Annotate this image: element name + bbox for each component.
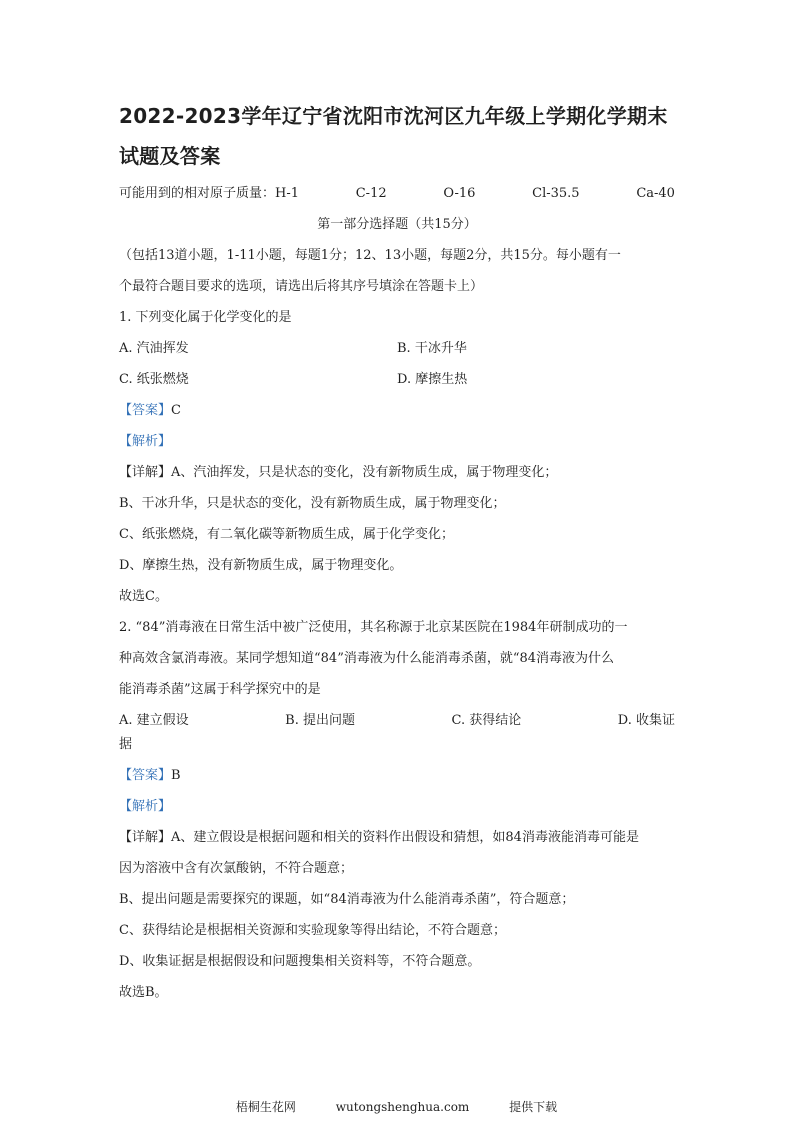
question-2-detail-line-4: C、获得结论是根据相关资源和实验现象等得出结论，不符合题意； (119, 923, 506, 938)
question-2-analysis-tag: 【解析】 (119, 799, 172, 814)
atomic-mass-o: O-16 (443, 186, 476, 201)
question-2-answer (119, 766, 675, 786)
q1-option-b: B. 干冰升华 (397, 341, 467, 356)
detail-text: A、汽油挥发，只是状态的变化，没有新物质生成，属于物理变化； (171, 465, 558, 480)
question-2-stem-line-2: 种高效含氯消毒液。某同学想知道“84”消毒液为什么能消毒杀菌，就“84消毒液为什么 (119, 651, 615, 666)
atomic-mass-line (119, 184, 675, 204)
footer-site-name: 梧桐生花网 (235, 1100, 296, 1114)
part-heading: 第一部分选择题（共15分） (317, 217, 477, 232)
footer-download: 提供下载 (509, 1100, 558, 1114)
question-1-detail-line-4: D、摩擦生热，没有新物质生成，属于物理变化。 (119, 558, 403, 573)
question-2-conclusion: 故选B。 (119, 985, 168, 1000)
detail-tag: 【详解】 (119, 830, 172, 845)
question-1-options-row-1 (119, 339, 675, 359)
instructions-line-2: 个最符合题目要求的选项，请选出后将其序号填涂在答题卡上） (119, 279, 484, 294)
atomic-mass-cl: Cl-35.5 (532, 186, 580, 201)
title-line-2: 试题及答案 (119, 144, 221, 168)
atomic-mass-label: 可能用到的相对原子质量：H-1 (119, 186, 300, 201)
detail-tag: 【详解】 (119, 465, 172, 480)
title-line-1: 2022-2023学年辽宁省沈阳市沈河区九年级上学期化学期末 (119, 104, 668, 128)
question-2-stem-line-3: 能消毒杀菌”这属于科学探究中的是 (119, 682, 321, 697)
atomic-mass-ca: Ca-40 (636, 186, 675, 201)
answer-tag: 【答案】 (119, 768, 172, 783)
answer-value: B (171, 768, 181, 783)
instructions-line-1: （包括13道小题，1-11小题，每题1分；12、13小题，每题2分，共15分。每小题有一 (119, 248, 621, 263)
document-title (119, 96, 675, 176)
page-footer (0, 1098, 793, 1115)
q2-option-c: C. 获得结论 (451, 713, 522, 728)
question-1-options-row-2 (119, 370, 675, 390)
question-1-detail-line-3: C、纸张燃烧，有二氧化碳等新物质生成，属于化学变化； (119, 527, 454, 542)
question-1-detail-line-2: B、干冰升华，只是状态的变化，没有新物质生成，属于物理变化； (119, 496, 506, 511)
q2-option-d: D. 收集证 (617, 713, 675, 728)
question-1-detail-line-1 (119, 463, 675, 483)
footer-url[interactable]: wutongshenghua.com (335, 1100, 470, 1114)
question-2-detail-line-3: B、提出问题是需要探究的课题，如“84消毒液为什么能消毒杀菌”，符合题意； (119, 892, 575, 907)
question-2-detail-line-1 (119, 828, 675, 848)
q2-option-b: B. 提出问题 (285, 713, 355, 728)
question-1-analysis-tag: 【解析】 (119, 434, 172, 449)
q1-option-c: C. 纸张燃烧 (119, 372, 189, 387)
question-2-detail-line-5: D、收集证据是根据假设和问题搜集相关资料等，不符合题意。 (119, 954, 481, 969)
question-2-options (119, 711, 675, 731)
q1-option-d: D. 摩擦生热 (397, 372, 468, 387)
atomic-mass-c: C-12 (355, 186, 387, 201)
document-page (119, 96, 675, 1003)
question-1-answer (119, 401, 675, 421)
question-1-stem: 1. 下列变化属于化学变化的是 (119, 310, 292, 325)
q2-option-a: A. 建立假设 (119, 713, 189, 728)
answer-tag: 【答案】 (119, 403, 172, 418)
question-2-option-wrap: 据 (119, 737, 133, 752)
question-2-detail-line-2: 因为溶液中含有次氯酸钠，不符合题意； (119, 861, 354, 876)
detail-text: A、建立假设是根据问题和相关的资料作出假设和猜想，如84消毒液能消毒可能是 (171, 830, 639, 845)
question-2-stem-line-1: 2. “84”消毒液在日常生活中被广泛使用，其名称源于北京某医院在1984年研制成功的一 (119, 620, 628, 635)
answer-value: C (171, 403, 181, 418)
q1-option-a: A. 汽油挥发 (119, 341, 189, 356)
question-1-conclusion: 故选C。 (119, 589, 168, 604)
